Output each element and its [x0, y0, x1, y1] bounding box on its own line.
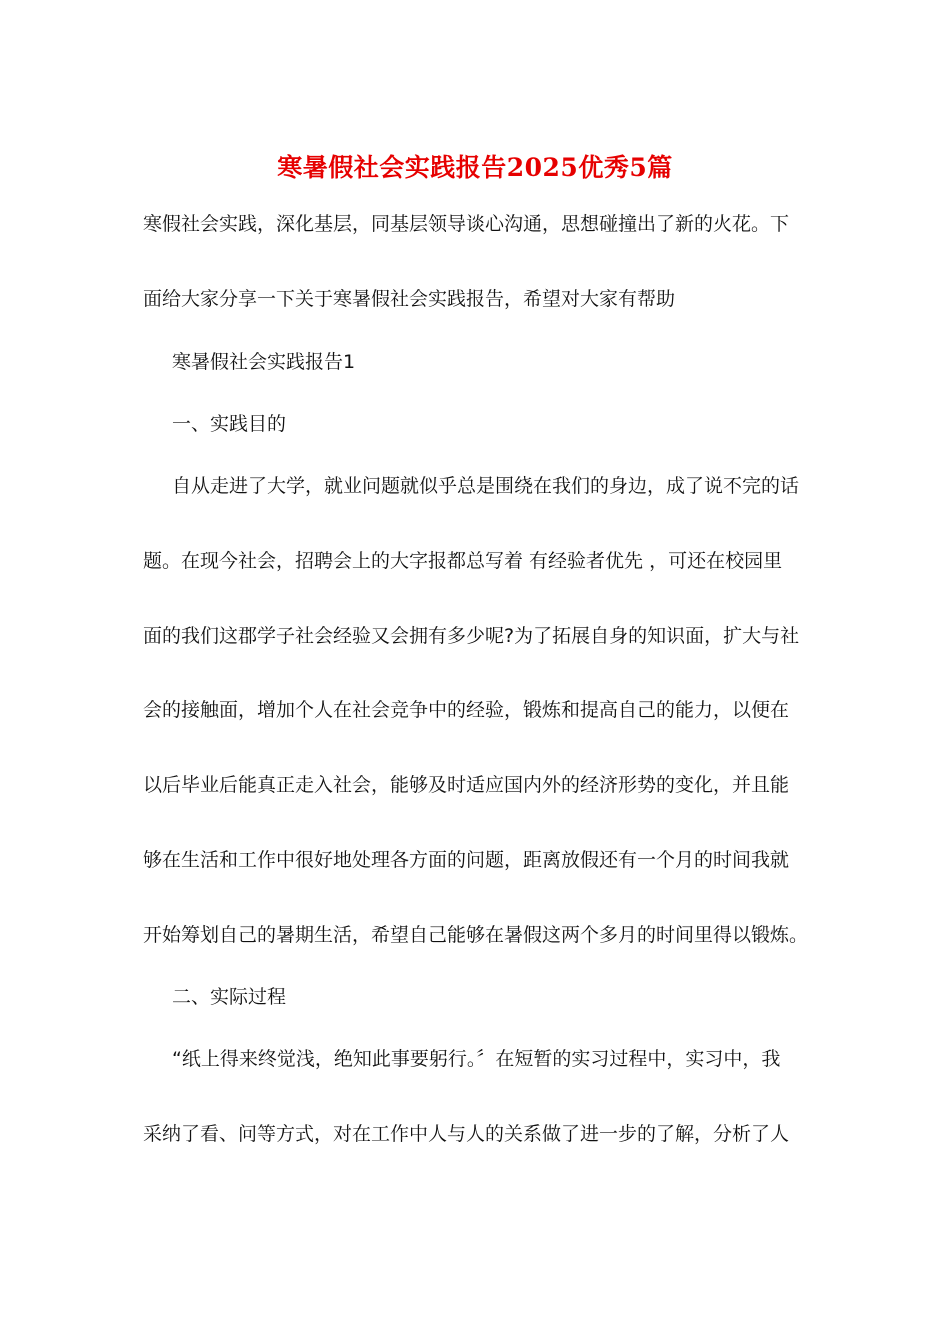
- section-heading: 寒暑假社会实践报告1: [172, 351, 356, 373]
- paragraph-line: 采纳了看、问等方式，对在工作中人与人的关系做了进一步的了解，分析了人: [143, 1123, 790, 1145]
- paragraph-line: 寒假社会实践，深化基层，同基层领导谈心沟通，思想碰撞出了新的火花。下: [143, 213, 790, 235]
- document-title: 寒暑假社会实践报告2025优秀5篇: [277, 153, 673, 182]
- section-heading: 一、实践目的: [172, 413, 287, 435]
- paragraph-line: 以后毕业后能真正走入社会，能够及时适应国内外的经济形势的变化，并且能: [143, 774, 790, 796]
- paragraph-line: 题。在现今社会，招聘会上的大字报都总写着 有经验者优先 ，可还在校园里: [143, 550, 783, 572]
- paragraph-line: 会的接触面，增加个人在社会竞争中的经验，锻炼和提高自己的能力，以便在: [143, 699, 790, 721]
- paragraph-line: 面的我们这郡学子社会经验又会拥有多少呢?为了拓展自身的知识面，扩大与社: [143, 625, 800, 647]
- paragraph-line: 开始筹划自己的暑期生活，希望自己能够在暑假这两个多月的时间里得以锻炼。: [143, 924, 809, 946]
- paragraph-line: 够在生活和工作中很好地处理各方面的问题，距离放假还有一个月的时间我就: [143, 849, 790, 871]
- paragraph-line: 面给大家分享一下关于寒暑假社会实践报告，希望对大家有帮助: [143, 288, 676, 310]
- paragraph-line: 自从走进了大学，就业问题就似乎总是围绕在我们的身边，成了说不完的话: [172, 475, 800, 497]
- paragraph-line: “纸上得来终觉浅，绝知此事要躬行。〞在短暂的实习过程中，实习中，我: [172, 1048, 781, 1070]
- section-heading: 二、实际过程: [172, 986, 287, 1008]
